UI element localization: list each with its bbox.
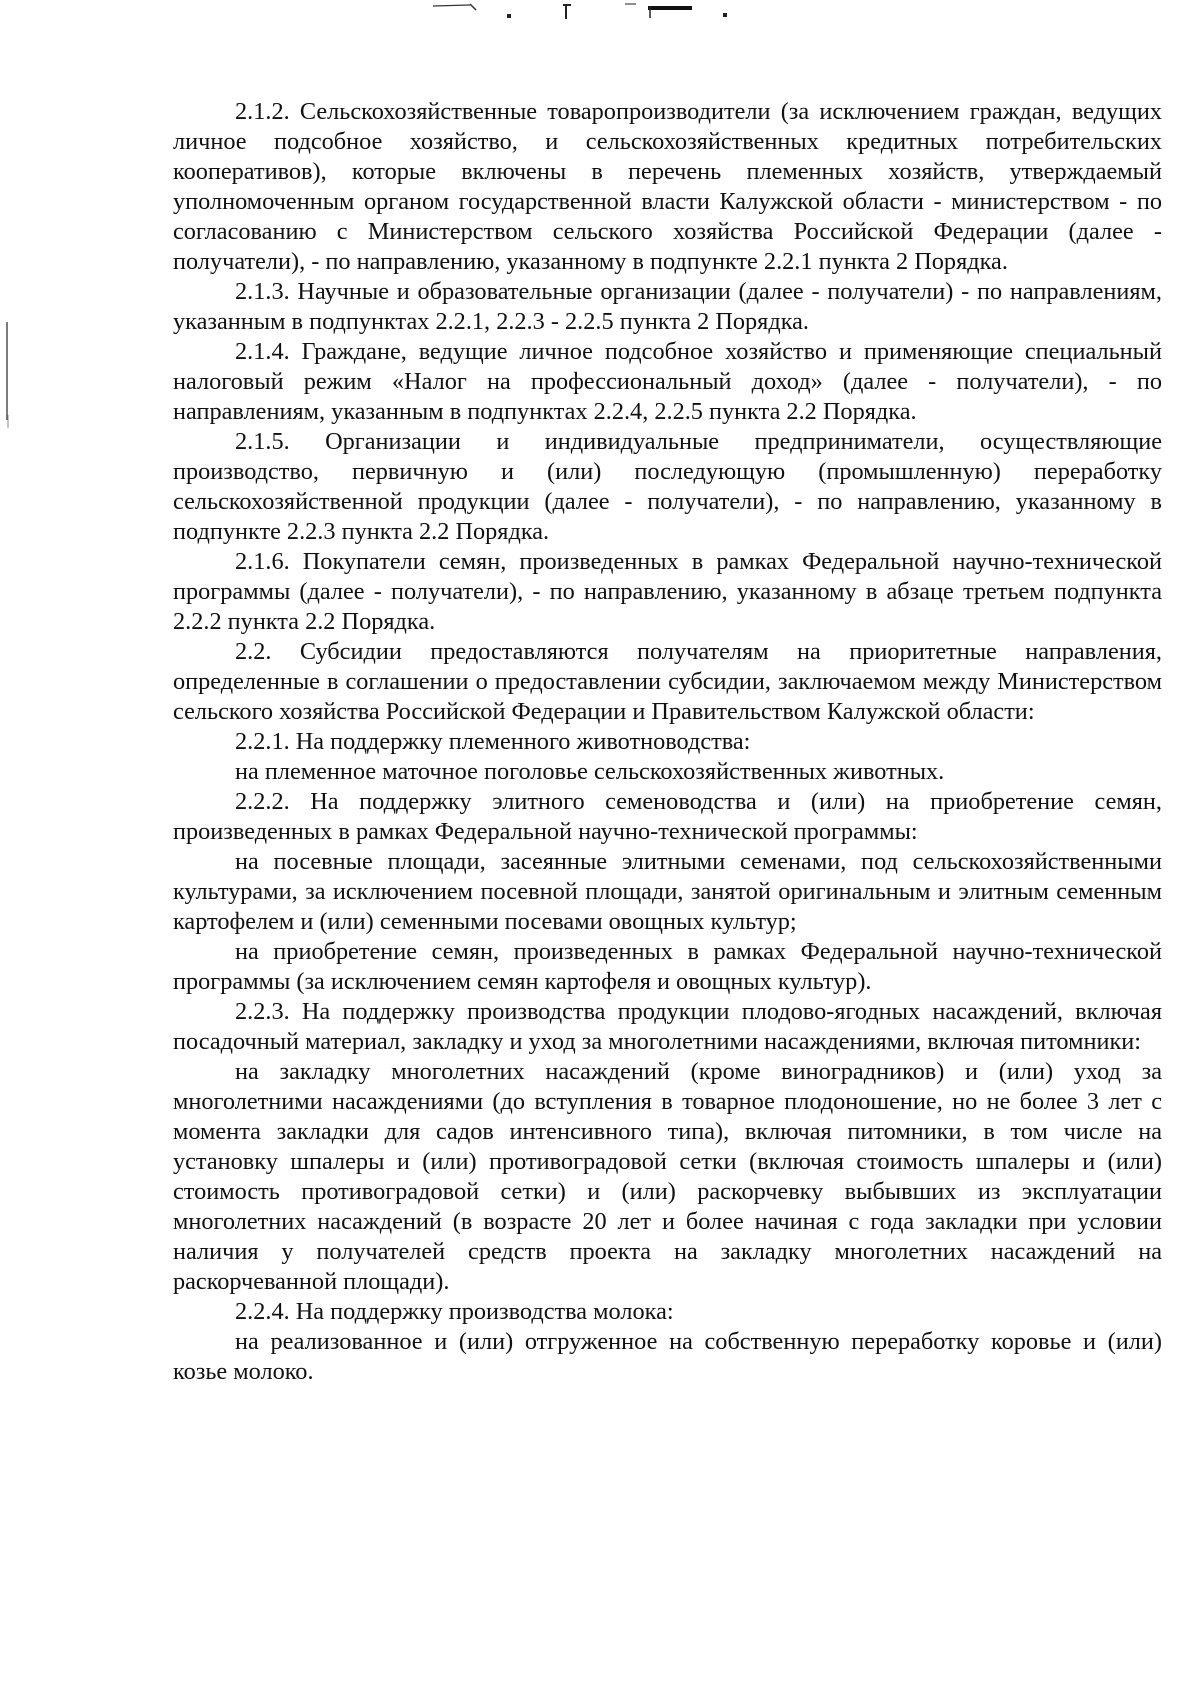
scan-artifact-left bbox=[0, 320, 20, 430]
paragraph-2-2-3: 2.2.3. На поддержку производства продукции плодово-ягодных насаждений, включая посадочный материал, закладку и уход за многолетними насаждениями, включая питомники: bbox=[173, 998, 1162, 1055]
paragraph-2-2-3-item: на закладку многолетних насаждений (кроме виноградников) и (или) уход за многолетними насаждениями (до вступления в товарное плодоношение, но не более 3 лет с момента закладки для садов интенсивного типа), включая питомники, в том числе на установку шпалеры и (или) противоградовой сетки (включая стоимость шпалеры и (или) стоимость противоградовой сетки) и (или) раскорчевку выбывших из эксплуатации многолетних насаждений (в возрасте 20 лет и более начиная с года закладки при условии наличия у получателей средств проекта на закладку многолетних насаждений на раскорчеванной площади). bbox=[173, 1058, 1162, 1295]
paragraph-2-2-2-item-1: на посевные площади, засеянные элитными семенами, под сельскохозяйственными культурами, за исключением посевной площади, занятой оригинальным и элитным семенным картофелем и (или) семенными посевами овощных культур; bbox=[173, 848, 1162, 935]
scan-artifacts-top bbox=[0, 0, 1200, 60]
paragraph-2-1-5: 2.1.5. Организации и индивидуальные предприниматели, осуществляющие производство, первичную и (или) последующую (промышленную) переработку сельскохозяйственной продукции (далее - получатели), - по направлению, указанному в подпункте 2.2.3 пункта 2.2 Порядка. bbox=[173, 428, 1162, 545]
document-body bbox=[173, 97, 1162, 1387]
paragraph-2-2-4: 2.2.4. На поддержку производства молока: bbox=[235, 1298, 674, 1325]
paragraph-2-2-2: 2.2.2. На поддержку элитного семеноводства и (или) на приобретение семян, произведенных в рамках Федеральной научно-технической программы: bbox=[173, 788, 1162, 845]
paragraph-2-1-2: 2.1.2. Сельскохозяйственные товаропроизводители (за исключением граждан, ведущих личное подсобное хозяйство, и сельскохозяйственных кредитных потребительских кооперативов), которые включены в перечень племенных хозяйств, утверждаемый уполномоченным органом государственной власти Калужской области - министерством - по согласованию с Министерством сельского хозяйства Российской Федерации (далее - получатели), - по направлению, указанному в подпункте 2.2.1 пункта 2 Порядка. bbox=[173, 98, 1162, 275]
paragraph-2-1-3: 2.1.3. Научные и образовательные организации (далее - получатели) - по направлениям, указанным в подпунктах 2.2.1, 2.2.3 - 2.2.5 пункта 2 Порядка. bbox=[173, 278, 1162, 335]
paragraph-2-2-4-item: на реализованное и (или) отгруженное на собственную переработку коровье и (или) козье молоко. bbox=[173, 1328, 1162, 1385]
paragraph-2-2: 2.2. Субсидии предоставляются получателям на приоритетные направления, определенные в соглашении о предоставлении субсидии, заключаемом между Министерством сельского хозяйства Российской Федерации и Правительством Калужской области: bbox=[173, 638, 1162, 725]
paragraph-2-1-4: 2.1.4. Граждане, ведущие личное подсобное хозяйство и применяющие специальный налоговый режим «Налог на профессиональный доход» (далее - получатели), - по направлениям, указанным в подпунктах 2.2.4, 2.2.5 пункта 2.2 Порядка. bbox=[173, 338, 1162, 425]
paragraph-2-2-1-item: на племенное маточное поголовье сельскохозяйственных животных. bbox=[235, 758, 945, 785]
paragraph-2-1-6: 2.1.6. Покупатели семян, произведенных в рамках Федеральной научно-технической программы (далее - получатели), - по направлению, указанному в абзаце третьем подпункта 2.2.2 пункта 2.2 Порядка. bbox=[173, 548, 1162, 635]
paragraph-2-2-2-item-2: на приобретение семян, произведенных в рамках Федеральной научно-технической программы (за исключением семян картофеля и овощных культур). bbox=[173, 938, 1162, 995]
paragraph-2-2-1: 2.2.1. На поддержку племенного животноводства: bbox=[235, 728, 751, 755]
